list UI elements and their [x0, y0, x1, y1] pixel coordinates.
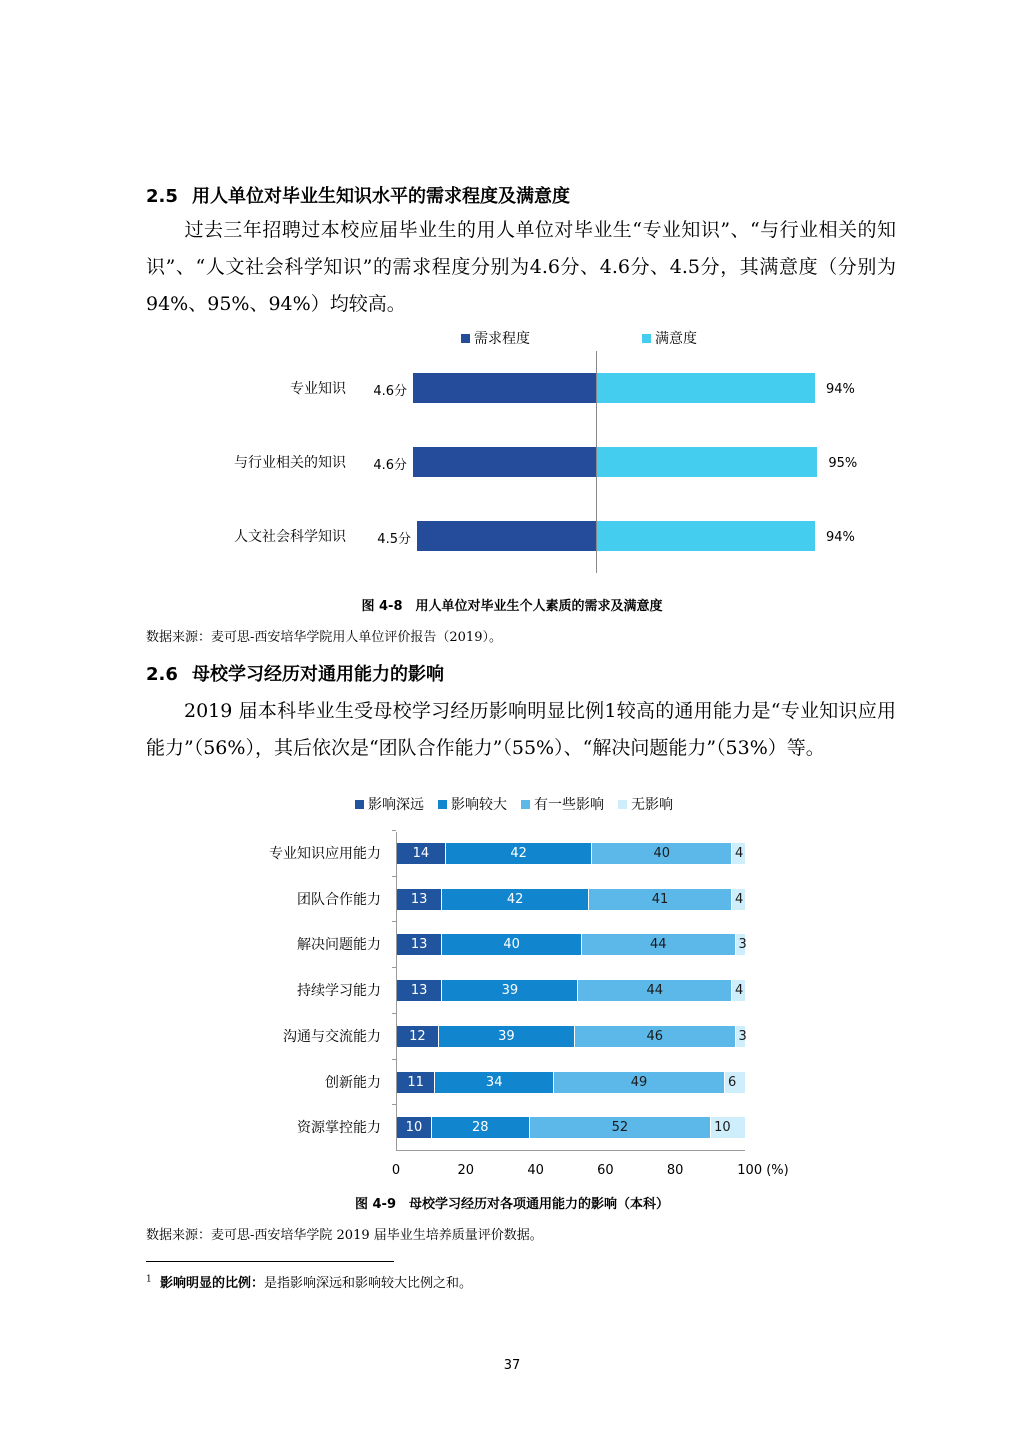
footnote-divider [146, 1261, 394, 1262]
demand-bar [413, 447, 596, 477]
section-number: 2.5 [146, 186, 178, 207]
stacked-segment: 39 [439, 1026, 575, 1047]
demand-bar [417, 521, 596, 551]
legend-item-satisfaction [642, 328, 697, 348]
category-label: 沟通与交流能力 [283, 1029, 381, 1045]
stacked-segment: 4 [732, 980, 746, 1001]
legend-item-none [618, 794, 673, 814]
category-label: 资源掌控能力 [297, 1120, 381, 1136]
figure-4-9-caption: 图 4-9 母校学习经历对各项通用能力的影响（本科） [354, 1197, 669, 1212]
stacked-segment: 11 [397, 1072, 435, 1093]
category-label: 专业知识 [290, 381, 346, 397]
legend-label: 影响较大 [451, 797, 507, 813]
figure-4-9-source: 数据来源：麦可思-西安培华学院 2019 届毕业生培养质量评价数据。 [146, 1228, 543, 1243]
category-label: 持续学习能力 [297, 983, 381, 999]
figure-4-8-caption: 图 4-8 用人单位对毕业生个人素质的需求及满意度 [361, 599, 663, 614]
stacked-segment: 28 [432, 1117, 530, 1138]
stacked-segment: 40 [592, 843, 732, 864]
legend-swatch [461, 334, 470, 343]
stacked-segment: 41 [589, 889, 732, 910]
stacked-segment: 6 [725, 1072, 746, 1093]
legend-swatch [355, 800, 364, 809]
stacked-segment: 42 [446, 843, 593, 864]
demand-value-label: 4.6分 [373, 384, 407, 399]
center-axis-line [596, 351, 597, 573]
legend-swatch [618, 800, 627, 809]
x-tick-label: 0 [391, 1163, 401, 1178]
category-label: 与行业相关的知识 [234, 455, 346, 471]
stacked-segment: 34 [435, 1072, 554, 1093]
section-2-5-title [146, 182, 570, 208]
stacked-segment: 10 [397, 1117, 432, 1138]
stacked-segment: 4 [732, 843, 746, 864]
y-axis-line [396, 832, 397, 1150]
category-label: 人文社会科学知识 [234, 529, 346, 545]
stacked-segment: 42 [442, 889, 589, 910]
paragraph-text: 过去三年招聘过本校应届毕业生的用人单位对毕业生“专业知识”、“与行业相关的知识”、“人文社会科学知识”的需求程度分别为4.6分、4.6分、4.5分，其满意度（分别为94%、95%、94%）均较高。 [146, 219, 896, 315]
section-2-5-paragraph [146, 212, 896, 323]
stacked-segment: 13 [397, 889, 442, 910]
section-number: 2.6 [146, 664, 178, 685]
stacked-segment: 52 [530, 1117, 711, 1138]
satisfaction-value-label: 94% [826, 382, 855, 397]
stacked-segment: 12 [397, 1026, 439, 1047]
stacked-segment: 44 [578, 980, 732, 1001]
stacked-segment: 46 [575, 1026, 736, 1047]
x-tick-label: 80 [666, 1163, 684, 1178]
stacked-segment: 44 [582, 934, 736, 955]
satisfaction-bar [597, 447, 817, 477]
stacked-segment: 14 [397, 843, 446, 864]
footnote-text: 是指影响深远和影响较大比例之和。 [264, 1276, 473, 1291]
footnote-term: 影响明显的比例： [160, 1276, 265, 1291]
satisfaction-bar [597, 521, 815, 551]
section-heading: 母校学习经历对通用能力的影响 [192, 664, 444, 685]
stacked-segment: 13 [397, 980, 442, 1001]
y-tick-mark [392, 830, 396, 831]
legend-swatch [642, 334, 651, 343]
satisfaction-value-label: 95% [828, 456, 858, 471]
legend-label: 满意度 [655, 331, 697, 347]
stacked-segment: 3 [736, 934, 746, 955]
legend-label: 无影响 [631, 797, 673, 813]
stacked-segment: 39 [442, 980, 578, 1001]
y-tick-mark [392, 1104, 396, 1105]
paragraph-text-b: 较高的通用能力是“专业知识应用能力”（56%），其后依次是“团队合作能力”（55%）、“解决问题能力”（53%）等。 [146, 700, 896, 759]
figure-4-8-legend [461, 328, 697, 348]
footnote [146, 1272, 472, 1291]
y-tick-mark [392, 967, 396, 968]
page-number: 37 [503, 1358, 521, 1373]
legend-swatch [438, 800, 447, 809]
category-label: 专业知识应用能力 [269, 846, 381, 862]
legend-item-demand [461, 328, 530, 348]
legend-item-large [438, 794, 507, 814]
x-tick-label: 60 [597, 1163, 614, 1178]
x-tick-label: 40 [527, 1163, 544, 1178]
footnote-mark: 1 [146, 1274, 152, 1285]
satisfaction-bar [597, 373, 815, 403]
stacked-segment: 3 [736, 1026, 746, 1047]
section-2-6-paragraph [146, 693, 896, 767]
stacked-segment: 13 [397, 934, 442, 955]
legend-label: 影响深远 [368, 797, 424, 813]
category-label: 解决问题能力 [297, 937, 381, 953]
category-label: 创新能力 [325, 1075, 381, 1091]
demand-value-label: 4.5分 [377, 532, 411, 547]
legend-label: 需求程度 [474, 331, 530, 347]
footnote-ref: 1 [604, 700, 617, 722]
y-tick-mark [392, 1059, 396, 1060]
legend-item-some [521, 794, 604, 814]
legend-label: 有一些影响 [534, 797, 604, 813]
stacked-segment: 40 [442, 934, 582, 955]
section-heading: 用人单位对毕业生知识水平的需求程度及满意度 [192, 186, 570, 207]
demand-value-label: 4.6分 [373, 458, 407, 473]
legend-swatch [521, 800, 530, 809]
x-tick-label: 100 (%) [737, 1163, 789, 1178]
x-axis-line [396, 1150, 745, 1151]
paragraph-text-a: 2019 届本科毕业生受母校学习经历影响明显比例 [184, 700, 605, 722]
stacked-segment: 49 [554, 1072, 725, 1093]
stacked-segment: 4 [732, 889, 746, 910]
y-tick-mark [392, 1013, 396, 1014]
y-tick-mark [392, 876, 396, 877]
legend-item-profound [355, 794, 424, 814]
y-tick-mark [392, 921, 396, 922]
stacked-segment: 10 [711, 1117, 746, 1138]
category-label: 团队合作能力 [297, 892, 381, 908]
section-2-6-title [146, 660, 444, 686]
figure-4-8-source: 数据来源：麦可思-西安培华学院用人单位评价报告（2019）。 [146, 630, 502, 645]
figure-4-9-legend [355, 794, 673, 814]
x-tick-label: 20 [457, 1163, 475, 1178]
satisfaction-value-label: 94% [826, 530, 855, 545]
demand-bar [413, 373, 596, 403]
